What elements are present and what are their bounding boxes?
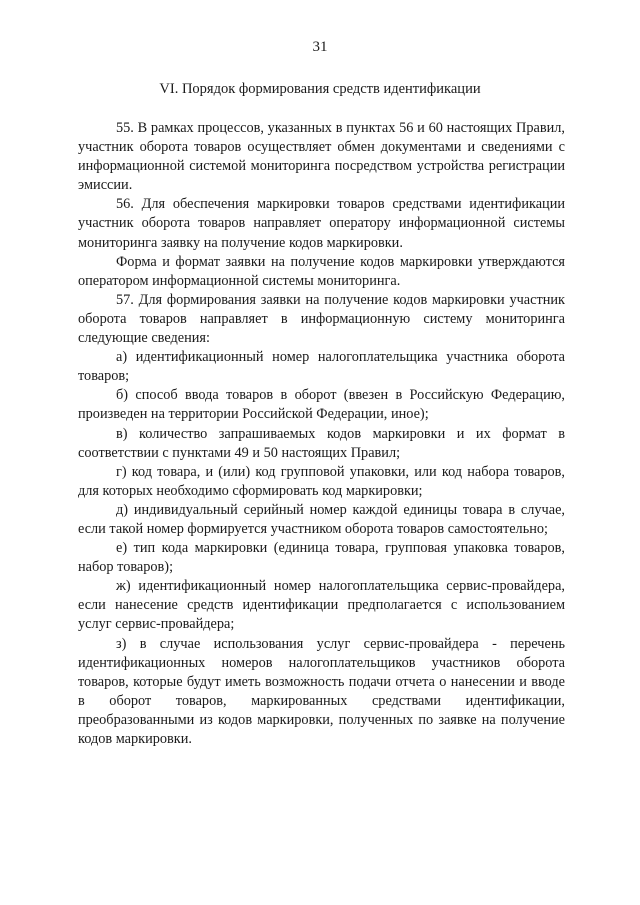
- body-text: [78, 119, 565, 749]
- list-item-a: а) идентификационный номер налогоплательщика участника оборота товаров;: [78, 349, 565, 385]
- paragraph-56-form: Форма и формат заявки на получение кодов маркировки утверждаются оператором информационной системы мониторинга.: [78, 253, 565, 289]
- paragraph-56: 56. Для обеспечения маркировки товаров средствами идентификации участник оборота товаров направляет оператору информационной системы мониторинга заявку на получение кодов маркировки.: [78, 196, 565, 251]
- list-item-b: б) способ ввода товаров в оборот (ввезен в Российскую Федерацию, произведен на территории Российской Федерации, иное);: [78, 387, 565, 423]
- list-item-z: з) в случае использования услуг сервис-провайдера - перечень идентификационных номеров налогоплательщиков участников оборота товаров, которые будут иметь возможность подачи отчета о нанесении и вводе в оборот товаров, маркированных средствами идентификации, преобразованными из кодов маркировки, полученных по заявке на получение кодов маркировки.: [78, 635, 565, 747]
- list-item-zh: ж) идентификационный номер налогоплательщика сервис-провайдера, если нанесение средств идентификации предполагается с использованием услуг сервис-провайдера;: [78, 578, 565, 633]
- page-number: 31: [312, 39, 328, 55]
- paragraph-55: 55. В рамках процессов, указанных в пунктах 56 и 60 настоящих Правил, участник оборота товаров осуществляет обмен документами и сведениями с информационной системой мониторинга посредством устройства регистрации эмиссии.: [78, 120, 565, 194]
- list-item-v: в) количество запрашиваемых кодов маркировки и их формат в соответствии с пунктами 49 и 50 настоящих Правил;: [78, 425, 565, 461]
- paragraph-57: 57. Для формирования заявки на получение кодов маркировки участник оборота товаров направляет в информационную систему мониторинга следующие сведения:: [78, 291, 565, 347]
- list-item-d: д) индивидуальный серийный номер каждой единицы товара в случае, если такой номер формируется участником оборота товаров самостоятельно;: [78, 501, 565, 537]
- section-title: VI. Порядок формирования средств идентификации: [159, 81, 481, 97]
- list-item-g: г) код товара, и (или) код групповой упаковки, или код набора товаров, для которых необходимо сформировать код маркировки;: [78, 463, 565, 499]
- list-item-e: е) тип кода маркировки (единица товара, групповая упаковка товаров, набор товаров);: [78, 540, 565, 576]
